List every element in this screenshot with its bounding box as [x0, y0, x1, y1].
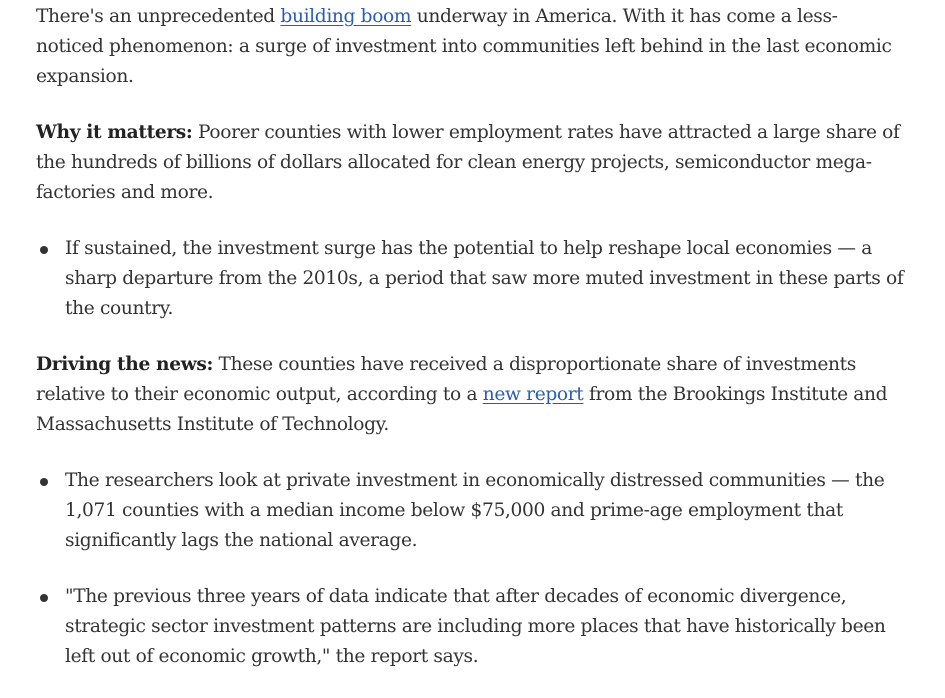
bullet-list	[36, 466, 904, 672]
list-item-text: If sustained, the investment surge has the potential to help reshape local economies — a sharp departure from the 2010s, a period that saw more muted investment in these parts of the country.	[65, 238, 904, 319]
why-it-matters-paragraph	[36, 118, 904, 208]
list-item-text: The researchers look at private investment in economically distressed communities — the 1,071 counties with a median income below $75,000 and prime-age employment that significantly lags the national average.	[65, 470, 885, 551]
list-item	[36, 234, 904, 324]
list-item-text: "The previous three years of data indicate that after decades of economic divergence, strategic sector investment patterns are including more places that have historically been left out of economic growth," the report says.	[65, 586, 886, 667]
driving-text-after-link: from the Brookings Institute and Massachusetts Institute of Technology.	[36, 384, 888, 435]
why-it-matters-label: Why it matters:	[36, 122, 193, 143]
driving-text-before-link: These counties have received a disproportionate share of investments relative to their economic output, according to a	[36, 354, 856, 405]
driving-the-news-label: Driving the news:	[36, 354, 213, 375]
intro-paragraph	[36, 2, 904, 92]
list-item	[36, 582, 904, 672]
building-boom-link[interactable]: building boom	[280, 6, 412, 27]
list-item	[36, 466, 904, 556]
why-it-matters-text: Poorer counties with lower employment rates have attracted a large share of the hundreds of billions of dollars allocated for clean energy projects, semiconductor mega-factories and more.	[36, 122, 900, 203]
intro-text-before-link: There's an unprecedented	[36, 6, 281, 27]
bullet-list	[36, 234, 904, 324]
driving-the-news-paragraph	[36, 350, 904, 440]
intro-text-after-link: underway in America. With it has come a less-noticed phenomenon: a surge of investment into communities left behind in the last economic expansion.	[36, 6, 892, 87]
new-report-link[interactable]: new report	[482, 384, 584, 405]
article-body	[36, 2, 904, 698]
